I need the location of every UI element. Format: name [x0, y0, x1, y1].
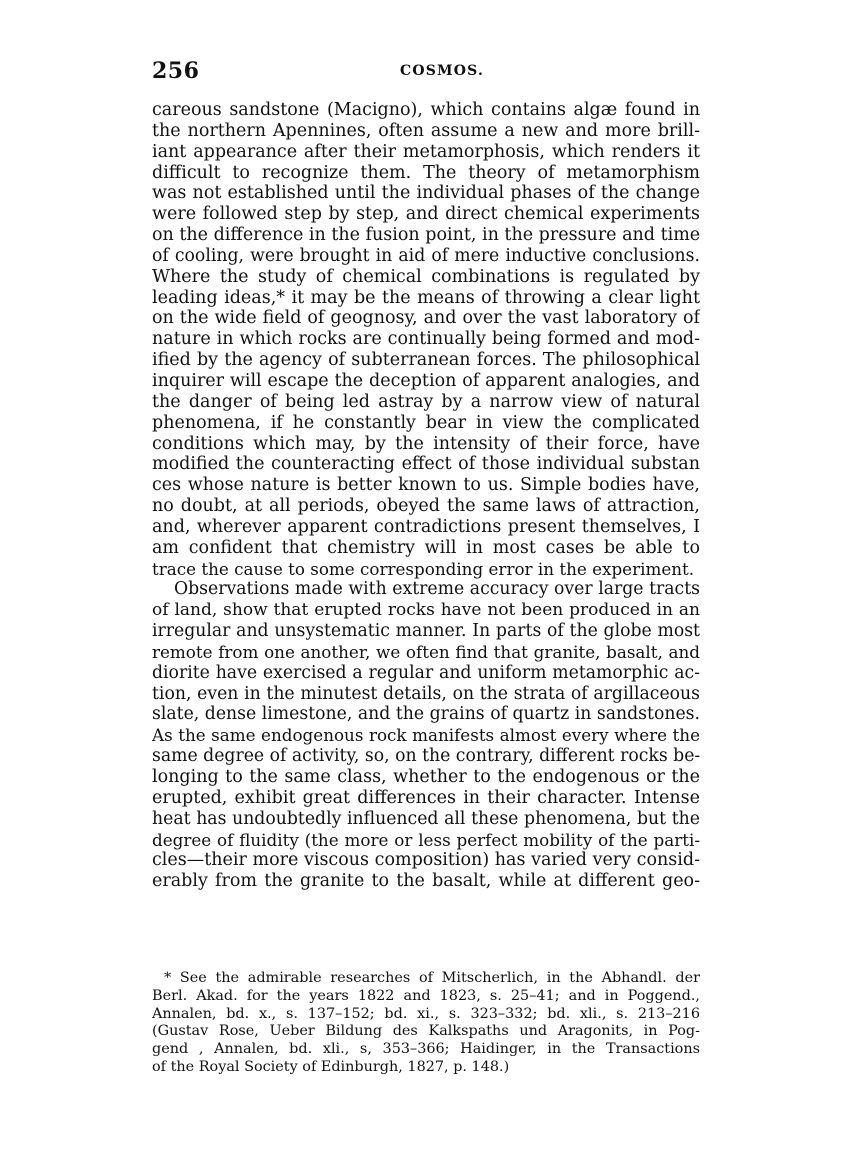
body-line: same degree of activity, so, on the contrary, different rocks be-	[152, 746, 700, 767]
page-header	[152, 58, 700, 92]
body-line: erupted, exhibit great differences in their character. Intense	[152, 787, 700, 808]
footnote-line: gend , Annalen, bd. xli., s, 353–366; Haidinger, in the Transactions	[152, 1041, 700, 1058]
body-line: the northern Apennines, often assume a new and more brill-	[152, 120, 700, 141]
body-line: on the wide field of geognosy, and over the vast laboratory of	[152, 308, 700, 329]
running-head: COSMOS.	[400, 63, 485, 79]
body-line: were followed step by step, and direct chemical experiments	[152, 204, 700, 225]
footnote-line: * See the admirable researches of Mitscherlich, in the Abhandl. der	[164, 970, 700, 986]
body-line: of land, show that erupted rocks have not been produced in an	[152, 600, 700, 621]
body-line: tion, even in the minutest details, on the strata of argillaceous	[152, 683, 700, 704]
body-line: diorite have exercised a regular and uniform metamorphic ac-	[152, 662, 700, 683]
footnote-line: Berl. Akad. for the years 1822 and 1823, s. 25–41; and in Poggend.,	[152, 987, 700, 1004]
body-line: irregular and unsystematic manner. In parts of the globe most	[152, 621, 700, 642]
body-line: leading ideas,* it may be the means of throwing a clear light	[152, 287, 700, 308]
footnote	[152, 970, 700, 1077]
body-line: no doubt, at all periods, obeyed the same laws of attraction,	[152, 496, 700, 517]
page-number: 256	[152, 58, 200, 84]
footnote-line: (Gustav Rose, Ueber Bildung des Kalkspaths und Aragonits, in Pog-	[152, 1023, 700, 1040]
body-line: cles—their more viscous composition) has varied very consid-	[152, 850, 700, 871]
body-line: phenomena, if he constantly bear in view the complicated	[152, 412, 700, 433]
body-line: slate, dense limestone, and the grains of quartz in sandstones.	[152, 704, 700, 725]
paragraph-start-line: Observations made with extreme accuracy over large tracts	[174, 579, 700, 600]
footnote-line: of the Royal Society of Edinburgh, 1827, p. 148.)	[152, 1058, 510, 1075]
body-text	[152, 100, 700, 892]
body-line: the danger of being led astray by a narrow view of natural	[152, 391, 700, 412]
body-line: erably from the granite to the basalt, while at different geo-	[152, 871, 700, 892]
body-line: As the same endogenous rock manifests almost every where the	[152, 725, 700, 746]
body-line: am confident that chemistry will in most cases be able to	[152, 537, 700, 558]
body-line: heat has undoubtedly influenced all these phenomena, but the	[152, 808, 700, 829]
body-line: modified the counteracting effect of those individual substan	[152, 454, 700, 475]
body-line: of cooling, were brought in aid of mere inductive conclusions.	[152, 245, 700, 266]
body-line: ces whose nature is better known to us. Simple bodies have,	[152, 475, 700, 496]
body-line: remote from one another, we often find that granite, basalt, and	[152, 641, 700, 662]
body-line: degree of fluidity (the more or less perfect mobility of the parti-	[152, 829, 700, 850]
body-line: conditions which may, by the intensity of their force, have	[152, 433, 700, 454]
body-line: on the difference in the fusion point, in the pressure and time	[152, 225, 700, 246]
body-line: ified by the agency of subterranean forces. The philosophical	[152, 350, 700, 371]
body-line: nature in which rocks are continually being formed and mod-	[152, 329, 700, 350]
body-line: inquirer will escape the deception of apparent analogies, and	[152, 370, 700, 391]
body-line: careous sandstone (Macigno), which contains algæ found in	[152, 100, 700, 120]
footnote-line: Annalen, bd. x., s. 137–152; bd. xi., s. 323–332; bd. xli., s. 213–216	[152, 1005, 700, 1022]
body-line: longing to the same class, whether to the endogenous or the	[152, 767, 700, 787]
body-line: difficult to recognize them. The theory of metamorphism	[152, 162, 700, 183]
paragraph-end-line: trace the cause to some corresponding error in the experiment.	[152, 558, 695, 579]
body-line: Where the study of chemical combinations is regulated by	[152, 266, 700, 287]
body-line: was not established until the individual phases of the change	[152, 183, 700, 204]
body-line: iant appearance after their metamorphosis, which renders it	[152, 141, 700, 162]
body-line: and, wherever apparent contradictions present themselves, I	[152, 516, 700, 537]
